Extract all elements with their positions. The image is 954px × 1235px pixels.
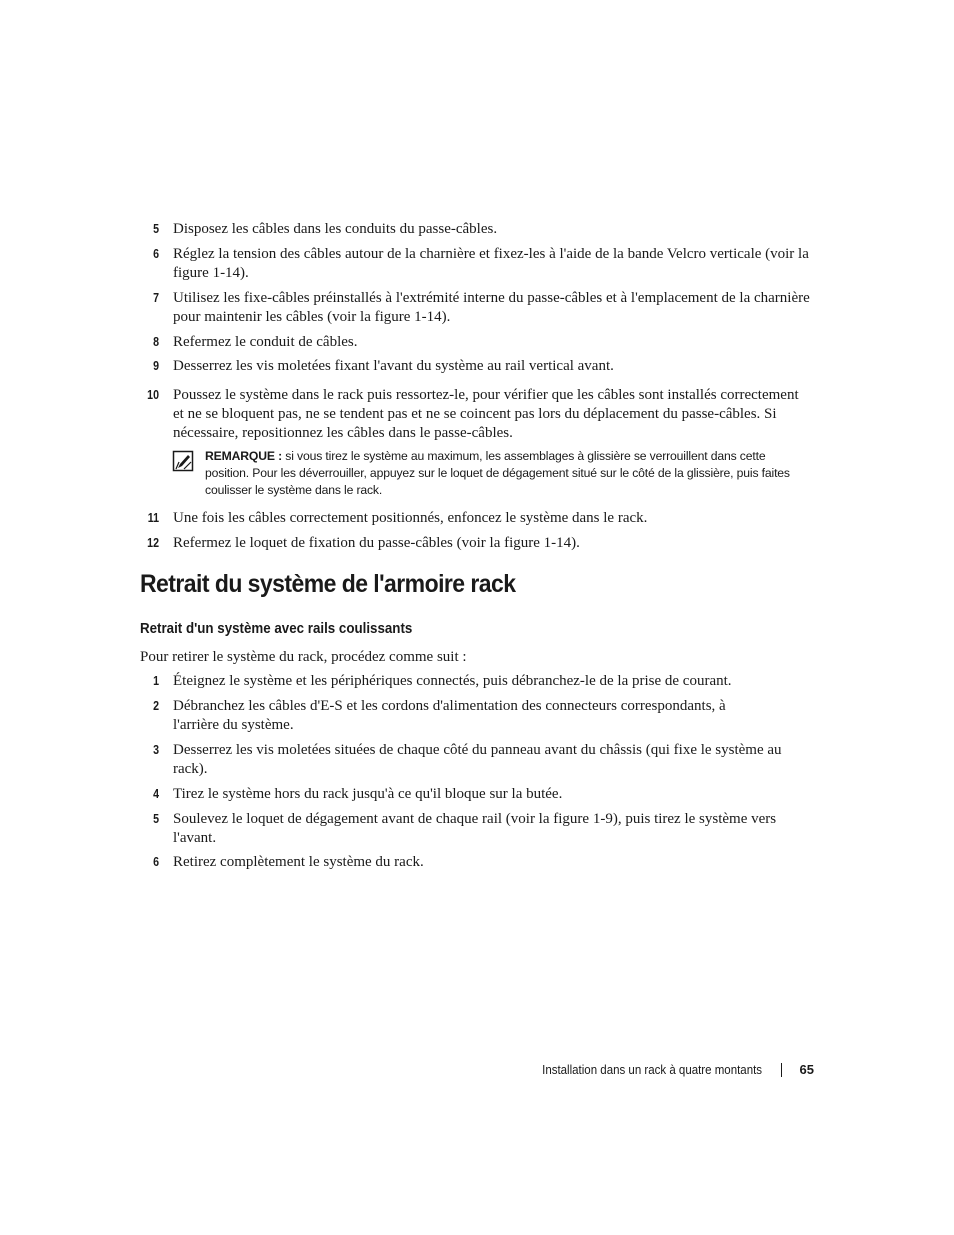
step-text: Refermez le loquet de fixation du passe-câbles (voir la figure 1-14). [173, 535, 580, 551]
step-number: 8 [153, 335, 159, 349]
step-text: Éteignez le système et les périphériques connectés, puis débranchez-le de la prise de courant. [173, 673, 732, 689]
subsection-heading: Retrait d'un système avec rails coulissants [140, 621, 413, 637]
list-item [141, 245, 811, 283]
note-label: REMARQUE : [205, 449, 283, 463]
step-number: 12 [147, 536, 159, 550]
step-number: 4 [153, 787, 159, 801]
step-number: 6 [153, 247, 159, 261]
step-number: 11 [147, 511, 159, 525]
step-text: Refermez le conduit de câbles. [173, 334, 358, 350]
list-item [141, 785, 811, 804]
step-text: Utilisez les fixe-câbles préinstallés à l'extrémité interne du passe-câbles et à l'emplacement de la charnière pour maintenir les câbles (voir la figure 1-14). [173, 290, 810, 325]
step-number: 1 [153, 674, 159, 688]
page-footer [523, 1062, 814, 1077]
step-number: 6 [153, 855, 159, 869]
list-item [141, 289, 811, 327]
list-item [141, 509, 811, 528]
intro-paragraph: Pour retirer le système du rack, procédez comme suit : [140, 649, 467, 665]
footer-title: Installation dans un rack à quatre montants [542, 1062, 763, 1077]
step-text: Débranchez les câbles d'E-S et les cordons d'alimentation des connecteurs correspondants, à l'arrière du système. [173, 698, 726, 733]
footer-divider [781, 1063, 782, 1077]
list-item [141, 357, 811, 376]
step-number: 5 [153, 812, 159, 826]
note-pencil-icon [172, 450, 194, 472]
step-text: Soulevez le loquet de dégagement avant de chaque rail (voir la figure 1-9), puis tirez le système vers l'avant. [173, 811, 777, 846]
note-text: si vous tirez le système au maximum, les assemblages à glissière se verrouillent dans cette position. Pour les déverrouiller, appuyez sur le loquet de dégagement situé sur le côté de la glissière, puis faites coulisser le système dans le rack. [205, 449, 790, 497]
step-text: Une fois les câbles correctement positionnés, enfoncez le système dans le rack. [173, 510, 648, 526]
note-box [172, 448, 812, 499]
step-number: 10 [147, 388, 159, 402]
step-text: Retirez complètement le système du rack. [173, 854, 424, 870]
note-text-block [205, 448, 812, 499]
page-number: 65 [799, 1062, 814, 1077]
list-item [141, 220, 811, 239]
list-item [141, 741, 811, 779]
list-item [141, 333, 811, 352]
step-text: Desserrez les vis moletées situées de chaque côté du panneau avant du châssis (qui fixe le système au rack). [173, 742, 782, 777]
step-number: 7 [153, 291, 159, 305]
step-text: Poussez le système dans le rack puis ressortez-le, pour vérifier que les câbles sont installés correctement et ne se bloquent pas, ne se tendent pas et ne se coincent pas lors du déplacement du passe-câbles. Si nécessaire, repositionnez les câbles dans le passe-câbles. [173, 387, 799, 441]
step-number: 3 [153, 743, 159, 757]
step-number: 9 [153, 359, 159, 373]
section-heading: Retrait du système de l'armoire rack [140, 570, 516, 598]
step-text: Desserrez les vis moletées fixant l'avant du système au rail vertical avant. [173, 358, 614, 374]
list-item [141, 810, 811, 848]
step-text: Réglez la tension des câbles autour de la charnière et fixez-les à l'aide de la bande Velcro verticale (voir la figure 1-14). [173, 246, 809, 281]
step-text: Tirez le système hors du rack jusqu'à ce qu'il bloque sur la butée. [173, 786, 563, 802]
step-number: 2 [153, 699, 159, 713]
list-item [141, 386, 811, 443]
list-item [141, 534, 811, 553]
step-text: Disposez les câbles dans les conduits du passe-câbles. [173, 221, 498, 237]
list-item [141, 853, 811, 872]
step-number: 5 [153, 222, 159, 236]
list-item [141, 697, 811, 735]
list-item [141, 672, 811, 691]
